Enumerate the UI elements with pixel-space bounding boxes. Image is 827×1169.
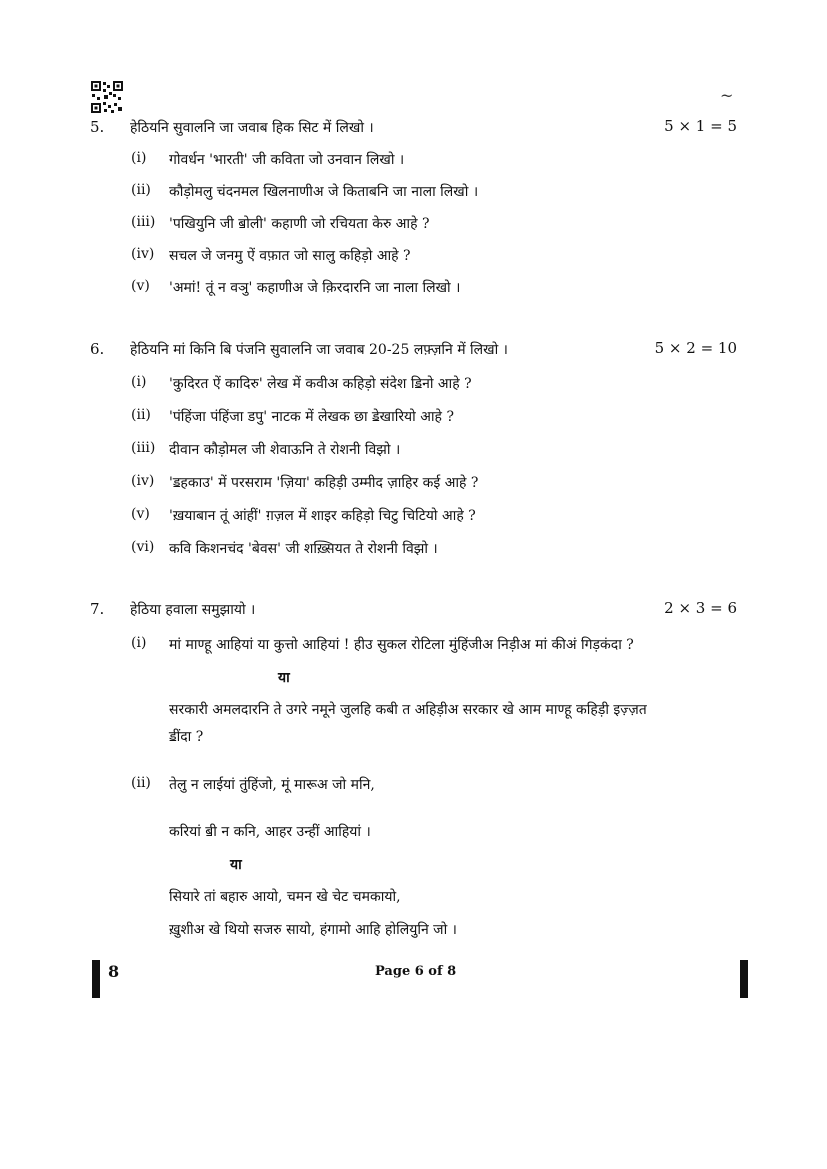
q7-verse-line: ख़ुशीअ खे थियो सजरु सायो, हंगामो आहि होलियुनि जो ।: [169, 922, 457, 938]
q5-item-number: (iii): [131, 214, 156, 230]
q7-item-number: (i): [131, 635, 147, 651]
header-mark: ~: [720, 86, 734, 105]
question-5-number: 5.: [90, 118, 105, 136]
q6-item-number: (ii): [131, 407, 151, 423]
question-7-heading: हेठिया हवाला समुझायो ।: [130, 602, 256, 618]
q6-item-text: 'पंहिंजा पंहिंजा डपु' नाटक में लेखक छा ॾेखारियो आहे ?: [169, 409, 454, 425]
or-separator: या: [230, 857, 242, 873]
q6-item-text: दीवान कौड़ोमल जी शेवाऊनि ते रोशनी विझो ।: [169, 442, 401, 458]
q5-item-text: सचल जे जनमु ऐं वफ़ात जो सालु कहिड़ो आहे ?: [169, 248, 411, 264]
page-number: Page 6 of 8: [375, 964, 457, 979]
q5-item-text: गोवर्धन 'भारती' जी कविता जो उनवान लिखो ।: [169, 152, 405, 168]
q6-item-number: (v): [131, 506, 150, 522]
q6-item-number: (vi): [131, 539, 155, 555]
question-5-marks: 5 × 1 = 5: [664, 117, 737, 135]
footer-bar-left: [92, 960, 100, 998]
q7-item-number: (ii): [131, 775, 151, 791]
q7-passage-line: मां माण्हू आहियां या कुत्तो आहियां ! हीउ सुकल रोटिला मुंहिंजीअ निड़ीअ मां कीअं गिड़कंदा ?: [169, 637, 634, 653]
q5-item-number: (i): [131, 150, 147, 166]
q7-verse-line: सियारे तां बहारु आयो, चमन खे चेट चमकायो,: [169, 889, 401, 905]
qr-code: [90, 80, 124, 114]
q6-item-text: 'कुदिरत ऐं कादिरु' लेख में कवीअ कहिड़ो संदेश ॾिनो आहे ?: [169, 376, 472, 392]
q5-item-text: 'अमां! तूं न वञु' कहाणीअ जे क़िरदारनि जा नाला लिखो ।: [169, 280, 461, 296]
q7-passage-line: सरकारी अमलदारनि ते उगरे नमूने जुलहि कबी त अहिड़ीअ सरकार खे आम माण्हू कहिड़ी इज़्ज़त: [169, 702, 647, 718]
q6-item-number: (i): [131, 374, 147, 390]
q7-passage-line: ॾींदा ?: [169, 729, 204, 745]
q7-verse-line: करियां ॿी न कनि, आहर उन्हीं आहियां ।: [169, 824, 371, 840]
q5-item-number: (v): [131, 278, 150, 294]
question-6-heading: हेठियनि मां किनि बि पंजनि सुवालनि जा जवाब 20-25 लफ़्ज़नि में लिखो ।: [130, 342, 508, 358]
question-5-heading: हेठियनि सुवालनि जा जवाब हिक सिट में लिखो ।: [130, 120, 374, 136]
q6-item-text: कवि किशनचंद 'बेवस' जी शख़्सियत ते रोशनी विझो ।: [169, 541, 438, 557]
or-separator: या: [278, 670, 290, 686]
q7-verse-line: तेलु न लाईयां तुंहिंजो, मूं मारूअ जो मनि,: [169, 777, 375, 793]
footer-bar-right: [740, 960, 748, 998]
question-7-marks: 2 × 3 = 6: [664, 599, 737, 617]
q6-item-number: (iii): [131, 440, 156, 456]
q5-item-text: 'पखियुनि जी ॿोली' कहाणी जो रचियता केरु आहे ?: [169, 216, 430, 232]
q6-item-text: 'ख़याबान तूं आंहीं' ग़ज़ल में शाइर कहिड़ो चिटु चिटियो आहे ?: [169, 508, 476, 524]
question-6-number: 6.: [90, 340, 105, 358]
question-7-number: 7.: [90, 600, 105, 618]
question-6-marks: 5 × 2 = 10: [654, 339, 737, 357]
q5-item-number: (iv): [131, 246, 155, 262]
q6-item-text: 'ॾहकाउ' में परसराम 'ज़िया' कहिड़ी उम्मीद ज़ाहिर कई आहे ?: [169, 475, 479, 491]
q6-item-number: (iv): [131, 473, 155, 489]
q5-item-text: कौड़ोमलु चंदनमल खिलनाणीअ जे किताबनि जा नाला लिखो ।: [169, 184, 479, 200]
q5-item-number: (ii): [131, 182, 151, 198]
footer-code: 8: [108, 962, 120, 981]
